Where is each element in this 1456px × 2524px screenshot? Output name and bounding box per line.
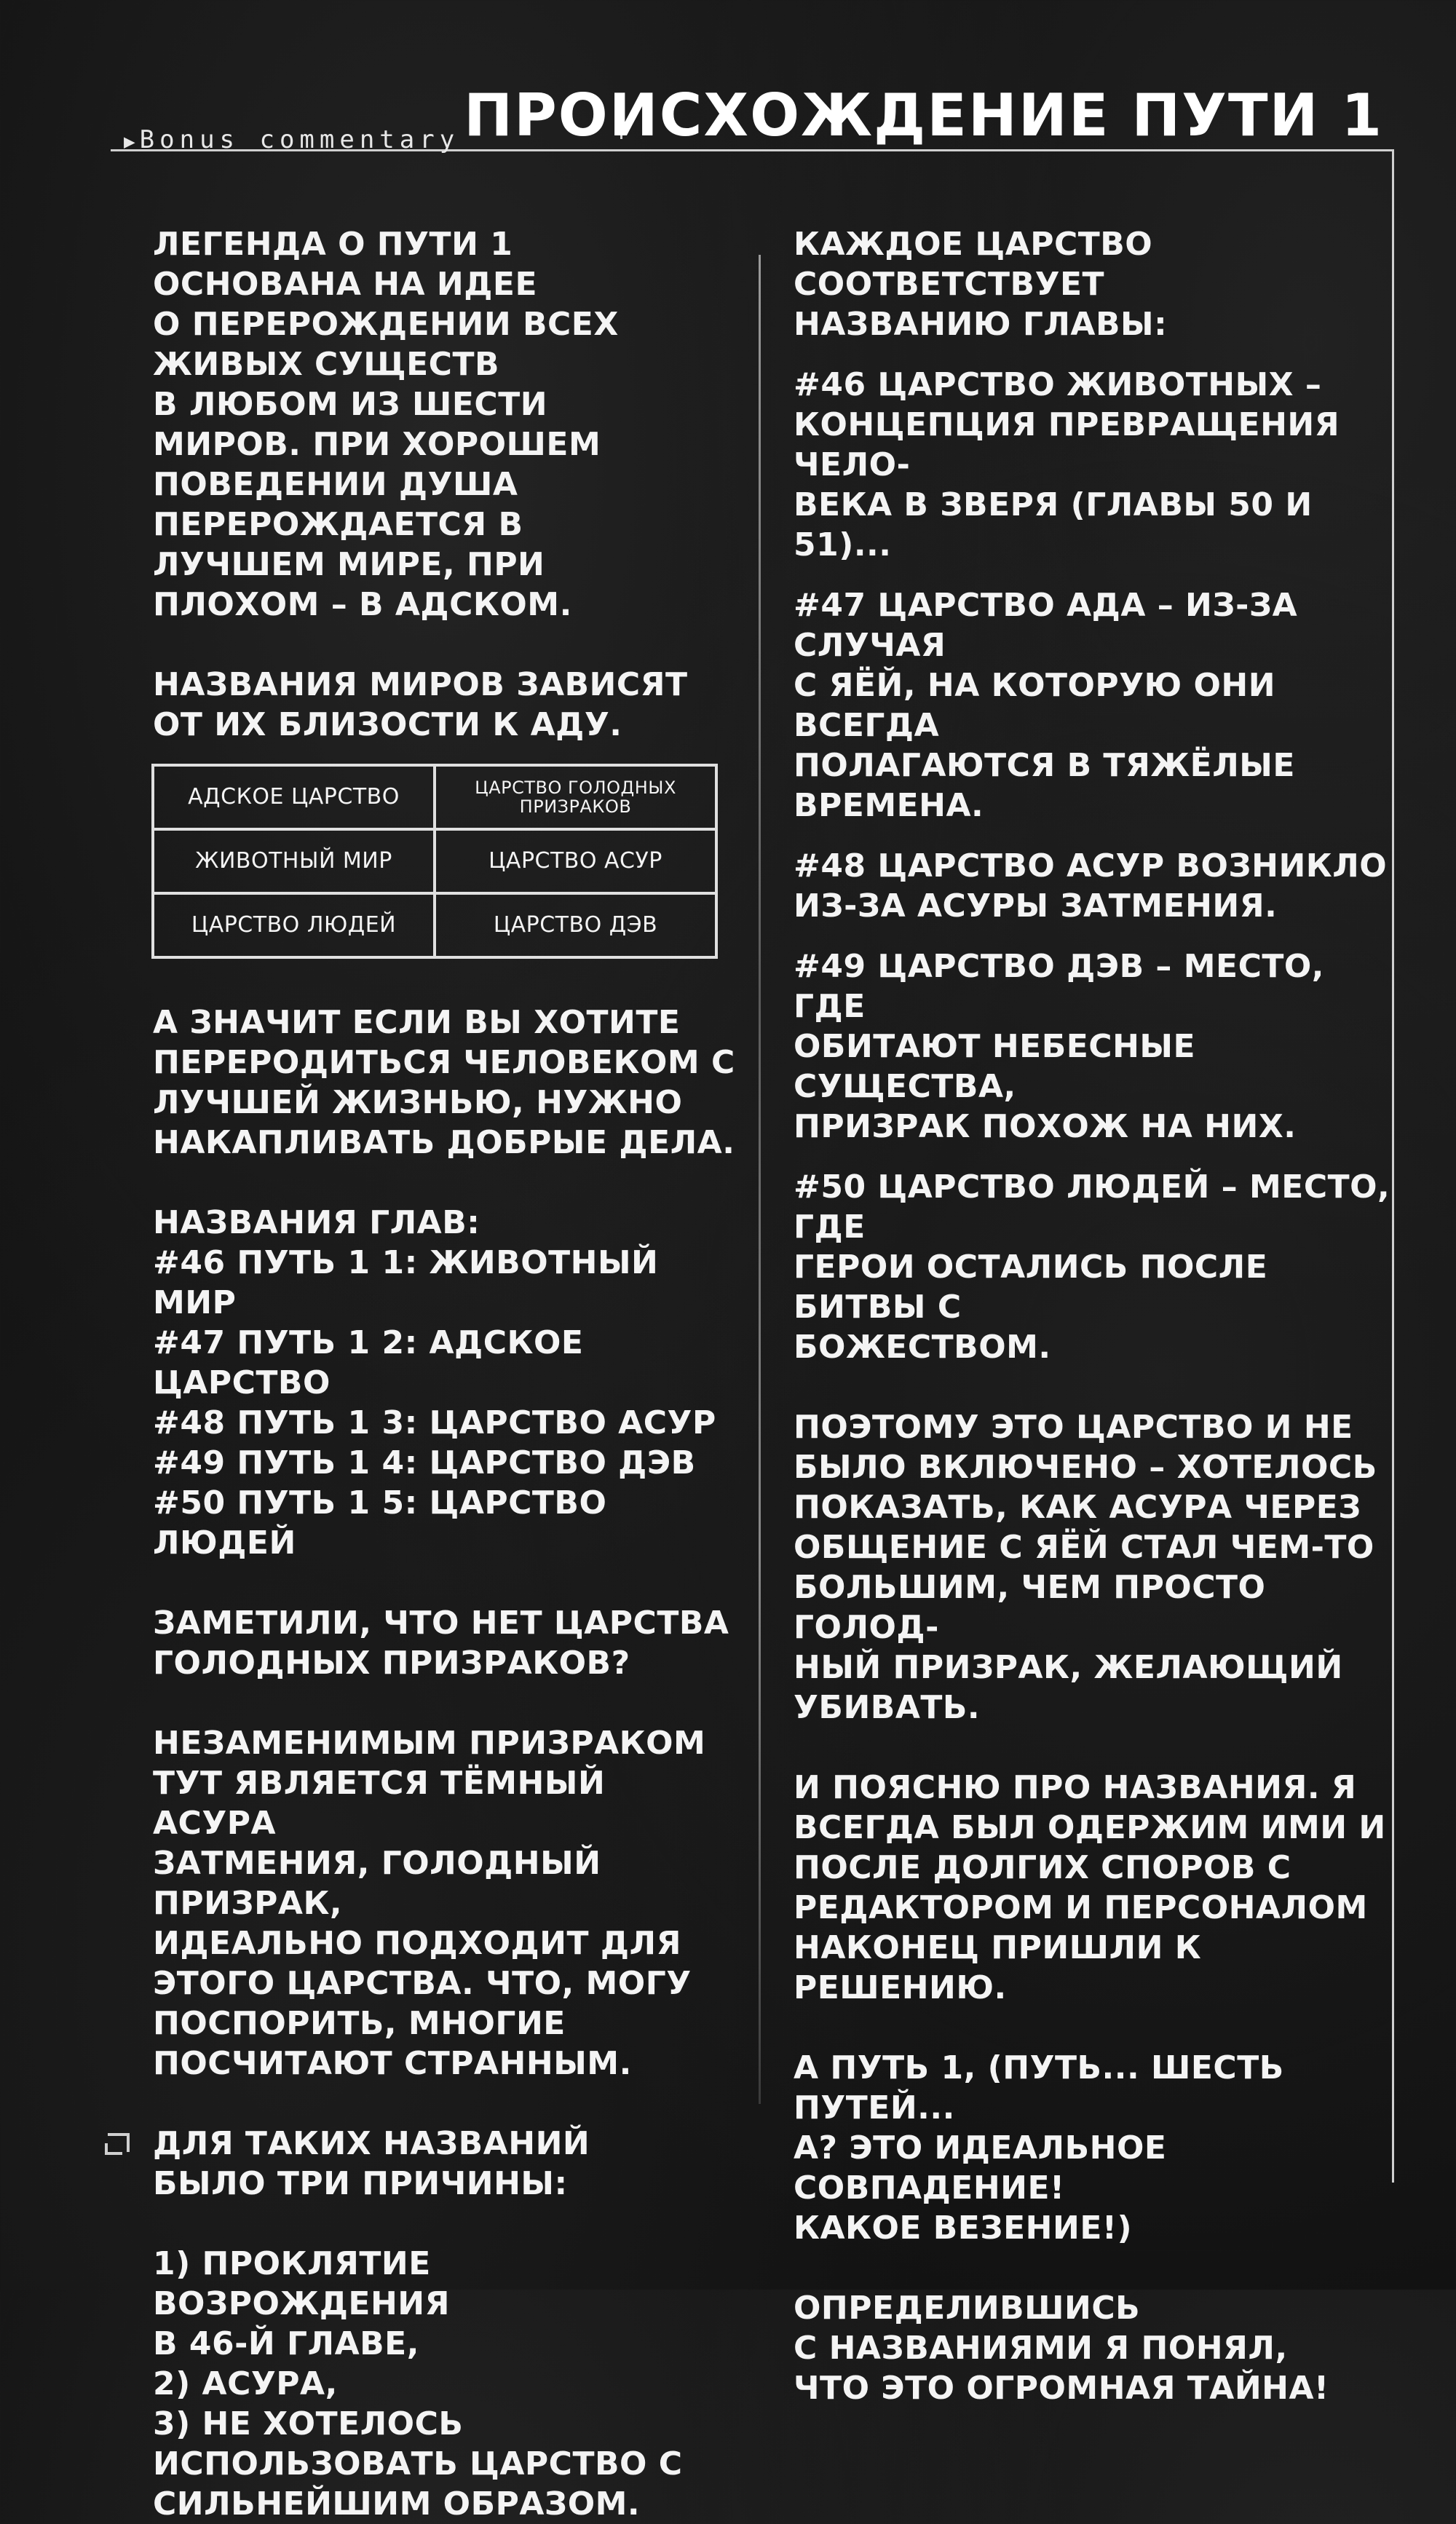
paragraph-ch49: #49 ЦАРСТВО ДЭВ – МЕСТО, ГДЕ ОБИТАЮТ НЕБЕСНЫЕ СУЩЕСТВА, ПРИЗРАК ПОХОЖ НА НИХ. (794, 948, 1325, 1145)
paragraph-ch48: #48 ЦАРСТВО АСУР ВОЗНИКЛО ИЗ-ЗА АСУРЫ ЗАТМЕНИЯ. (794, 847, 1388, 925)
paragraph-reasons-list: 1) ПРОКЛЯТИЕ ВОЗРОЖДЕНИЯ В 46-Й ГЛАВЕ, 2) АСУРА, 3) НЕ ХОТЕЛОСЬ ИСПОЛЬЗОВАТЬ ЦАРСТВО С СИЛЬНЕЙШИМ ОБРАЗОМ. (153, 2245, 683, 2523)
bonus-commentary-label: Bonus commentary (139, 125, 460, 154)
paragraph-world-names: НАЗВАНИЯ МИРОВ ЗАВИСЯТ ОТ ИХ БЛИЗОСТИ К АДУ. (153, 666, 688, 743)
column-divider (759, 255, 761, 2104)
paragraph-rebirth: А ЗНАЧИТ ЕСЛИ ВЫ ХОТИТЕ ПЕРЕРОДИТЬСЯ ЧЕЛОВЕКОМ С ЛУЧШЕЙ ЖИЗНЬЮ, НУЖНО НАКАПЛИВАТЬ ДОБРЫЕ ДЕЛА. (153, 1004, 735, 1161)
table-row (153, 829, 716, 893)
paragraph-three-reasons: ДЛЯ ТАКИХ НАЗВАНИЙ БЫЛО ТРИ ПРИЧИНЫ: (153, 2125, 590, 2202)
paragraph-each-realm: КАЖДОЕ ЦАРСТВО СООТВЕТСТВУЕТ НАЗВАНИЮ ГЛАВЫ: (794, 226, 1168, 343)
table-cell-text: ЦАРСТВО ГОЛОДНЫХ ПРИЗРАКОВ (475, 778, 676, 817)
paragraph-explanation: ПОЭТОМУ ЭТО ЦАРСТВО И НЕ БЫЛО ВКЛЮЧЕНО – ХОТЕЛОСЬ ПОКАЗАТЬ, КАК АСУРА ЧЕРЕЗ ОБЩЕНИЕ С ЯЁЙ СТАЛ ЧЕМ-ТО БОЛЬШИМ, ЧЕМ ПРОСТО ГОЛОД- НЫЙ ПРИЗРАК, ЖЕЛАЮЩИЙ УБИВАТЬ. (794, 1409, 1377, 1726)
page-title: ПРОИСХОЖДЕНИЕ ПУТИ 1 (464, 82, 1383, 149)
table-cell (435, 765, 716, 829)
bonus-commentary-tab (124, 125, 459, 154)
table-row (153, 765, 716, 829)
worlds-table (151, 764, 718, 959)
paragraph-secret: ОПРЕДЕЛИВШИСЬ С НАЗВАНИЯМИ Я ПОНЯЛ, ЧТО ЭТО ОГРОМНАЯ ТАЙНА! (794, 2290, 1329, 2407)
table-cell: ЖИВОТНЫЙ МИР (153, 829, 435, 893)
paragraph-titles: И ПОЯСНЮ ПРО НАЗВАНИЯ. Я ВСЕГДА БЫЛ ОДЕРЖИМ ИМИ И ПОСЛЕ ДОЛГИХ СПОРОВ С РЕДАКТОРОМ И ПЕРСОНАЛОМ НАКОНЕЦ ПРИШЛИ К РЕШЕНИЮ. (794, 1769, 1386, 2006)
table-row (153, 893, 716, 957)
paragraph-coincidence: А ПУТЬ 1, (ПУТЬ... ШЕСТЬ ПУТЕЙ... А? ЭТО ИДЕАЛЬНОЕ СОВПАДЕНИЕ! КАКОЕ ВЕЗЕНИЕ!) (794, 2049, 1284, 2247)
paragraph-chapter-names: НАЗВАНИЯ ГЛАВ: #46 ПУТЬ 1 1: ЖИВОТНЫЙ МИР #47 ПУТЬ 1 2: АДСКОЕ ЦАРСТВО #48 ПУТЬ 1 3: ЦАРСТВО АСУР #49 ПУТЬ 1 4: ЦАРСТВО ДЭВ #50 ПУТЬ 1 5: ЦАРСТВО ЛЮДЕЙ (153, 1204, 716, 1562)
paragraph-ch50: #50 ЦАРСТВО ЛЮДЕЙ – МЕСТО, ГДЕ ГЕРОИ ОСТАЛИСЬ ПОСЛЕ БИТВЫ С БОЖЕСТВОМ. (794, 1168, 1390, 1366)
paragraph-missing-realm: ЗАМЕТИЛИ, ЧТО НЕТ ЦАРСТВА ГОЛОДНЫХ ПРИЗРАКОВ? (153, 1605, 729, 1682)
right-column (794, 224, 1390, 2408)
paragraph-ch46: #46 ЦАРСТВО ЖИВОТНЫХ – КОНЦЕПЦИЯ ПРЕВРАЩЕНИЯ ЧЕЛО- ВЕКА В ЗВЕРЯ (ГЛАВЫ 50 И 51)... (794, 366, 1340, 563)
paragraph-ghost: НЕЗАМЕНИМЫМ ПРИЗРАКОМ ТУТ ЯВЛЯЕТСЯ ТЁМНЫЙ АСУРА ЗАТМЕНИЯ, ГОЛОДНЫЙ ПРИЗРАК, ИДЕАЛЬНО ПОДХОДИТ ДЛЯ ЭТОГО ЦАРСТВА. ЧТО, МОГУ ПОСПОРИТЬ, МНОГИЕ ПОСЧИТАЮТ СТРАННЫМ. (153, 1725, 706, 2082)
table-cell: ЦАРСТВО ЛЮДЕЙ (153, 893, 435, 957)
table-cell: ЦАРСТВО ДЭВ (435, 893, 716, 957)
corner-ornament-icon (108, 2133, 130, 2152)
left-column (153, 224, 735, 2524)
table-cell: АДСКОЕ ЦАРСТВО (153, 765, 435, 829)
paragraph-legend: ЛЕГЕНДА О ПУТИ 1 ОСНОВАНА НА ИДЕЕ О ПЕРЕРОЖДЕНИИ ВСЕХ ЖИВЫХ СУЩЕСТВ В ЛЮБОМ ИЗ ШЕСТИ МИРОВ. ПРИ ХОРОШЕМ ПОВЕДЕНИИ ДУША ПЕРЕРОЖДАЕТСЯ В ЛУЧШЕМ МИРЕ, ПРИ ПЛОХОМ – В АДСКОМ. (153, 226, 619, 623)
paragraph-ch47: #47 ЦАРСТВО АДА – ИЗ-ЗА СЛУЧАЯ С ЯЁЙ, НА КОТОРУЮ ОНИ ВСЕГДА ПОЛАГАЮТСЯ В ТЯЖЁЛЫЕ ВРЕМЕНА. (794, 587, 1298, 824)
table-cell: ЦАРСТВО АСУР (435, 829, 716, 893)
play-arrow-icon: ▶ (124, 131, 135, 153)
